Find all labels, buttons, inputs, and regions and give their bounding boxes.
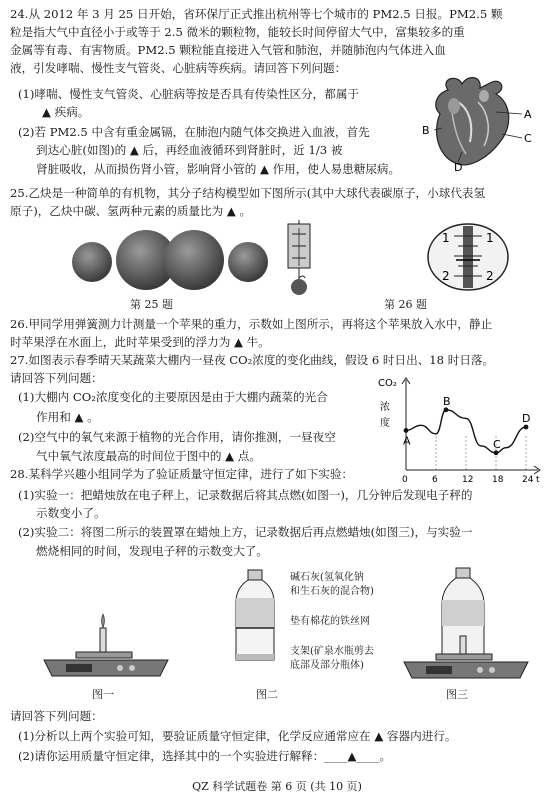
q24-line-2: 粒是指大气中直径小于或等于 2.5 微米的颗粒物，能较长时间停留大气中，富集较多的重	[10, 25, 465, 39]
point-c	[494, 450, 499, 455]
q28-part2: (2)实验二：将图二所示的装置罩在蜡烛上方，记录数据后再点燃蜡烛(如图三)，与实验一	[18, 525, 473, 539]
page-footer: QZ 科学试题卷 第 6 页 (共 10 页)	[192, 780, 362, 793]
heart-label-d: D	[454, 161, 463, 172]
q27-part2: (2)空气中的氧气来源于植物的光合作用，请你推测，一昼夜空	[18, 430, 336, 444]
q24-line-1: 24.从 2012 年 3 月 25 日开始，省环保厅正式推出杭州等七个城市的 PM2.5 日报。PM2.5 颗	[10, 7, 503, 21]
spring-scale	[276, 220, 326, 300]
co2-curve	[406, 410, 526, 453]
q27-line-1: 27.如图表示春季晴天某蔬菜大棚内一昼夜 CO₂浓度的变化曲线，假设 6 时日出、18 时日落。	[10, 353, 495, 367]
q28-line-1: 28.某科学兴趣小组同学为了验证质量守恒定律，进行了如下实验：	[10, 467, 354, 481]
q28-part2-cont: 燃烧相同的时间，发现电子秤的示数变大了。	[36, 544, 268, 558]
point-d	[524, 425, 529, 430]
point-label-c: C	[493, 437, 501, 451]
annotation-support-2: 底部及部分瓶体)	[290, 660, 364, 671]
q26-line-2: 时苹果浮在水面上，此时苹果受到的浮力为 ▲ 牛。	[10, 335, 270, 349]
q27-part1-cont: 作用和 ▲ 。	[36, 410, 99, 424]
q25-caption: 第 25 题	[130, 298, 173, 311]
fig1-caption: 图一	[92, 688, 114, 701]
scale-label-right-1: 1	[486, 231, 494, 245]
scale-label-left-2: 2	[442, 269, 450, 283]
heart-label-b: B	[422, 124, 430, 137]
fig2-caption: 图二	[256, 688, 278, 701]
scale-magnified	[426, 222, 510, 292]
q27-line-2: 请回答下列问题：	[10, 371, 103, 385]
q24-part2: (2)若 PM2.5 中含有重金属镉，在肺泡内随气体交换进入血液，首先	[18, 125, 370, 139]
figure-two-bottle-device	[226, 568, 286, 678]
q26-caption: 第 26 题	[384, 298, 427, 311]
annotation-support-1: 支架(矿泉水瓶剪去	[290, 646, 374, 657]
q24-part1-answer: ▲ 疾病。	[42, 105, 90, 119]
q26-line-1: 26.甲同学用弹簧测力计测量一个苹果的重力，示数如上图所示，再将这个苹果放入水中，静止	[10, 317, 493, 331]
x-tick-label: 0	[402, 475, 408, 484]
acetylene-molecule-model	[70, 228, 270, 292]
point-label-b: B	[443, 394, 451, 408]
q24-part2-cont: 到达心脏(如图)的 ▲ 后，再经血液循环到肾脏时，近 1/3 被	[36, 143, 343, 157]
point-b	[444, 407, 449, 412]
q28-question-2: (2)请你运用质量守恒定律，选择其中的一个实验进行解释：____▲____。	[18, 749, 392, 763]
heart-label-a: A	[524, 108, 532, 121]
annotation-soda-lime-1: 碱石灰(氢氧化钠	[290, 572, 364, 583]
q25-line-2: 原子)，乙炔中碳、氢两种元素的质量比为 ▲ 。	[10, 204, 252, 218]
figure-three-scale-bottle	[396, 564, 536, 682]
annotation-wire-mesh: 垫有棉花的铁丝网	[290, 616, 370, 627]
scale-label-left-1: 1	[442, 231, 450, 245]
point-label-a: A	[403, 434, 411, 448]
q24-part2-cont2: 肾脏吸收，从而损伤肾小管，影响肾小管的 ▲ 作用，使人易患糖尿病。	[36, 162, 401, 176]
q28-questions-intro: 请回答下列问题：	[10, 709, 103, 723]
q28-part1: (1)实验一：把蜡烛放在电子秤上，记录数据后将其点燃(如图一)，几分钟后发现电子秤的	[18, 488, 473, 502]
x-tick-label: 24	[522, 475, 534, 484]
x-tick-label: 6	[432, 475, 438, 484]
point-a	[404, 428, 409, 433]
q25-line-1: 25.乙炔是一种简单的有机物，其分子结构模型如下图所示(其中大球代表碳原子，小球代表氢	[10, 186, 486, 200]
x-unit-label: t	[536, 475, 540, 484]
y-axis-label-du: 度	[380, 418, 390, 429]
q27-part1: (1)大棚内 CO₂浓度变化的主要原因是由于大棚内蔬菜的光合	[18, 390, 328, 404]
x-tick-label: 12	[462, 475, 474, 484]
q28-question-1: (1)分析以上两个实验可知，要验证质量守恒定律，化学反应通常应在 ▲ 容器内进行。	[18, 729, 457, 743]
annotation-soda-lime-2: 和生石灰的混合物)	[290, 586, 374, 597]
y-axis-label-co2: CO₂	[378, 378, 397, 389]
q24-line-4: 液，引发哮喘、慢性支气管炎、心脏病等疾病。请回答下列问题：	[10, 61, 347, 75]
point-label-d: D	[522, 412, 531, 425]
heart-diagram	[418, 72, 548, 172]
x-tick-label: 18	[492, 475, 504, 484]
q28-part1-cont: 示数变小了。	[36, 506, 106, 520]
q27-part2-cont: 气中氧气浓度最高的时间位于图中的 ▲ 点。	[36, 449, 261, 463]
q24-line-3: 金属等有毒、有害物质。PM2.5 颗粒能直接进入气管和肺泡，并随肺泡内气体进入血	[10, 43, 446, 57]
figure-one-scale-candle	[36, 600, 176, 680]
q24-part1: (1)哮喘、慢性支气管炎、心脏病等按是否具有传染性区分，都属于	[18, 87, 360, 101]
heart-label-c: C	[524, 132, 532, 145]
scale-label-right-2: 2	[486, 269, 494, 283]
fig3-caption: 图三	[446, 688, 468, 701]
y-axis-label-nong: 浓	[380, 402, 390, 413]
